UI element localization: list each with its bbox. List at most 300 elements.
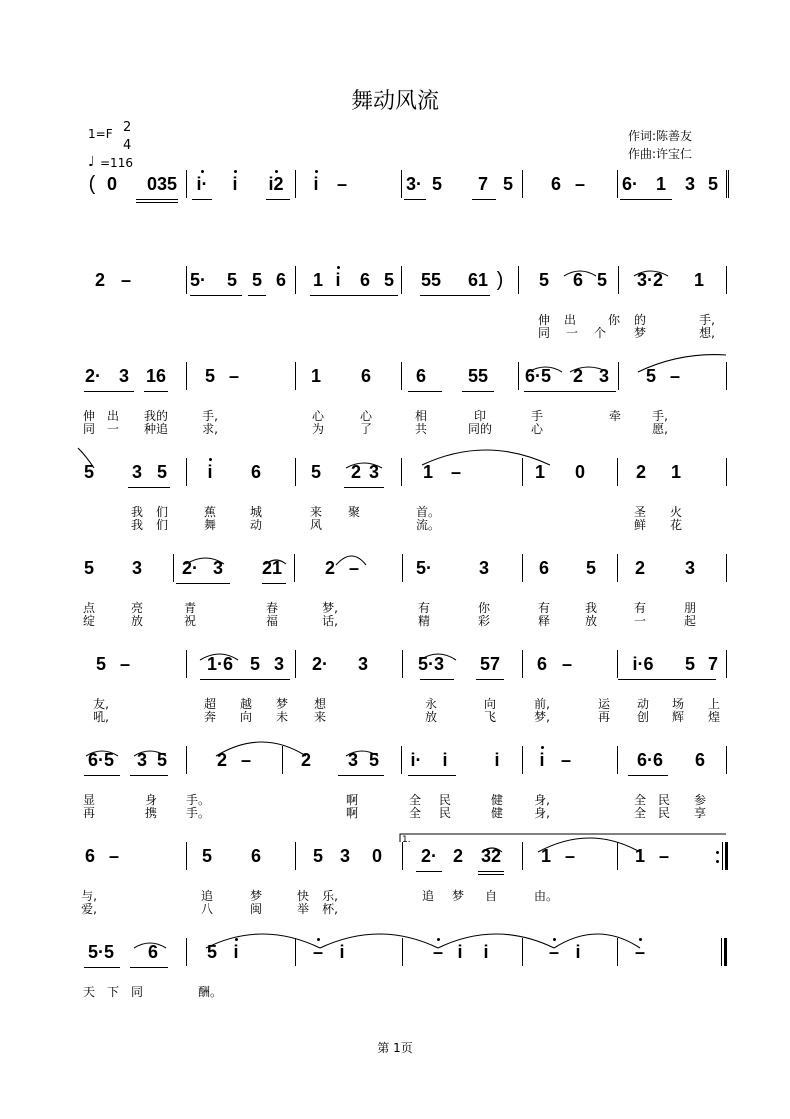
- note: –: [669, 366, 681, 386]
- tie: [186, 558, 224, 564]
- note: 0: [106, 174, 118, 194]
- lyric-verse2: 放: [584, 614, 598, 628]
- note: 3: [357, 654, 369, 674]
- lyric-verse1: 你: [477, 601, 491, 615]
- note: 2: [572, 366, 584, 386]
- note: 5: [431, 174, 443, 194]
- note: –: [432, 942, 444, 962]
- lyric-verse2: 流。: [415, 518, 441, 532]
- lyric-verse1: 梦: [249, 889, 263, 903]
- note: 7: [477, 174, 489, 194]
- note: 5: [95, 654, 107, 674]
- note: 1·6: [206, 654, 234, 674]
- lyric-verse2: 愿,: [652, 422, 668, 436]
- note: 5: [707, 174, 719, 194]
- lyric-verse1: 友,: [93, 697, 109, 711]
- note: 5: [684, 654, 696, 674]
- note: 3: [136, 750, 148, 770]
- lyric-verse1: 出: [106, 409, 120, 423]
- note: i2: [268, 174, 284, 194]
- note: ): [496, 269, 504, 291]
- note: i: [457, 942, 463, 962]
- note: 3: [598, 366, 610, 386]
- lyric-verse2: 吼,: [93, 710, 109, 724]
- lyric-verse1: 的: [633, 313, 647, 327]
- note: 5: [596, 270, 608, 290]
- tie: [134, 751, 166, 756]
- note: 2·: [84, 366, 102, 386]
- tie: [564, 271, 596, 276]
- lyric-verse1: 越: [239, 697, 253, 711]
- first-ending-bracket: [400, 834, 726, 842]
- lyric-verse1: 追: [421, 889, 435, 903]
- lyric-verse2: 绽: [82, 614, 96, 628]
- lyric-verse2: 共: [414, 422, 428, 436]
- lyric-verse2: 身,: [534, 806, 550, 820]
- note: 5: [206, 942, 218, 962]
- note: 1: [670, 462, 682, 482]
- lyric-verse1: 梦: [451, 889, 465, 903]
- lyric-verse1: 啊: [345, 793, 359, 807]
- lyric-verse2: 携: [144, 806, 158, 820]
- tie: [346, 751, 378, 756]
- lyric-verse1: 下: [106, 985, 120, 999]
- lyric-verse1: 城: [249, 505, 263, 519]
- note: –: [560, 750, 572, 770]
- lyric-verse1: 青: [183, 601, 197, 615]
- tie: [482, 848, 502, 852]
- note: 3: [131, 558, 143, 578]
- lyric-verse1: 蕉: [203, 505, 217, 519]
- lyric-verse2: 辉: [671, 710, 685, 724]
- tie: [634, 271, 668, 276]
- note: 6: [538, 558, 550, 578]
- note: 5: [585, 558, 597, 578]
- lyric-verse2: 起: [683, 614, 697, 628]
- note: 3: [368, 462, 380, 482]
- lyric-verse2: 了: [359, 422, 373, 436]
- lyric-verse2: 放: [130, 614, 144, 628]
- lyric-verse1: 健: [490, 793, 504, 807]
- lyric-verse1: 自: [484, 889, 498, 903]
- lyric-verse1: 场: [671, 697, 685, 711]
- note: 21: [261, 558, 283, 578]
- note: 0: [574, 462, 586, 482]
- slur: [422, 450, 550, 465]
- lyric-verse2: 释: [537, 614, 551, 628]
- slur: [554, 934, 640, 948]
- lyric-verse2: 一: [106, 422, 120, 436]
- lyric-verse2: 心: [530, 422, 544, 436]
- lyric-verse2: 再: [597, 710, 611, 724]
- note: 2·: [311, 654, 329, 674]
- note: 2: [94, 270, 106, 290]
- note: 5: [204, 366, 216, 386]
- note: 3: [684, 558, 696, 578]
- note: 6·5: [524, 366, 552, 386]
- lyric-verse2: 创: [636, 710, 650, 724]
- note: 5·3: [417, 654, 445, 674]
- note: 5: [83, 462, 95, 482]
- lyric-verse1: 我: [584, 601, 598, 615]
- note: 5: [201, 846, 213, 866]
- slur: [638, 355, 726, 372]
- note: i: [232, 174, 238, 194]
- note: 5: [310, 462, 322, 482]
- note: 6: [572, 270, 584, 290]
- lyric-verse1: 手,: [202, 409, 218, 423]
- note: 6·: [621, 174, 639, 194]
- lyric-verse2: 鲜: [633, 518, 647, 532]
- note: 6: [359, 270, 371, 290]
- note: 61: [467, 270, 489, 290]
- note: –: [312, 942, 324, 962]
- lyric-verse1: 酬。: [197, 985, 223, 999]
- lyric-verse1: 手。: [185, 793, 211, 807]
- note: –: [336, 174, 348, 194]
- note: 2: [350, 462, 362, 482]
- lyric-verse1: 我: [130, 505, 144, 519]
- note: 32: [480, 846, 502, 866]
- lyric-verse1: 聚: [347, 505, 361, 519]
- note: –: [348, 558, 360, 578]
- lyricist-credit: 作词:陈善友: [628, 129, 693, 143]
- lyric-verse2: 奔: [203, 710, 217, 724]
- lyric-verse2: 全: [633, 806, 647, 820]
- lyric-verse2: 花: [669, 518, 683, 532]
- note: 3·: [405, 174, 423, 194]
- note: 7: [707, 654, 719, 674]
- lyric-verse1: 伸: [82, 409, 96, 423]
- note: 5: [249, 654, 261, 674]
- lyric-verse1: 相: [414, 409, 428, 423]
- note: 3·2: [636, 270, 664, 290]
- slur: [336, 556, 366, 565]
- note: 6: [415, 366, 427, 386]
- lyric-verse1: 圣: [633, 505, 647, 519]
- lyric-verse2: 享: [693, 806, 707, 820]
- lyric-verse1: 有: [537, 601, 551, 615]
- lyric-verse2: 民: [657, 806, 671, 820]
- slur: [538, 838, 640, 852]
- lyric-verse1: 全: [633, 793, 647, 807]
- note: 3: [273, 654, 285, 674]
- tie: [570, 367, 608, 372]
- note: i: [442, 750, 448, 770]
- lyric-verse2: 彩: [477, 614, 491, 628]
- note: 5: [83, 558, 95, 578]
- lyric-verse1: 我的: [143, 409, 169, 423]
- note: 6: [250, 846, 262, 866]
- lyric-verse2: 个: [593, 326, 607, 340]
- note: i: [233, 942, 239, 962]
- lyric-verse1: 追: [200, 889, 214, 903]
- note: 6: [147, 942, 159, 962]
- note: 1: [312, 270, 324, 290]
- note: 2: [324, 558, 336, 578]
- note: 2·: [420, 846, 438, 866]
- note: –: [561, 654, 573, 674]
- slur: [78, 448, 94, 468]
- note: 55: [467, 366, 489, 386]
- lyric-verse2: 八: [200, 902, 214, 916]
- note: 5: [538, 270, 550, 290]
- lyric-verse2: 爱,: [81, 902, 97, 916]
- note: 0: [371, 846, 383, 866]
- lyric-verse2: 放: [424, 710, 438, 724]
- slur: [216, 742, 306, 756]
- note: 5·5: [87, 942, 115, 962]
- note: 6: [250, 462, 262, 482]
- note: 5: [312, 846, 324, 866]
- lyric-verse1: 向: [483, 697, 497, 711]
- note: 5: [156, 462, 168, 482]
- note: 2: [634, 558, 646, 578]
- lyric-verse1: 首。: [415, 505, 441, 519]
- lyric-verse1: 手,: [699, 313, 715, 327]
- lyric-verse2: 同: [82, 422, 96, 436]
- note: i: [575, 942, 581, 962]
- note: i·: [196, 174, 208, 194]
- lyric-verse1: 全: [408, 793, 422, 807]
- note: 3: [118, 366, 130, 386]
- note: i: [339, 942, 345, 962]
- lyric-verse1: 心: [359, 409, 373, 423]
- lyric-verse1: 出: [563, 313, 577, 327]
- note: (: [88, 173, 96, 195]
- note: 3: [478, 558, 490, 578]
- lyric-verse2: 种追: [143, 422, 169, 436]
- lyric-verse2: 动: [249, 518, 263, 532]
- lyric-verse1: 由。: [533, 889, 559, 903]
- lyric-verse2: 手。: [185, 806, 211, 820]
- note: 5: [226, 270, 238, 290]
- lyric-verse1: 你: [607, 313, 621, 327]
- note: 6: [360, 366, 372, 386]
- key-signature: 1=F: [88, 127, 113, 141]
- lyric-verse1: 印: [473, 409, 487, 423]
- note: –: [574, 174, 586, 194]
- note: 6: [84, 846, 96, 866]
- lyric-verse1: 民: [438, 793, 452, 807]
- lyric-verse1: 牵: [608, 409, 622, 423]
- note: i: [313, 174, 319, 194]
- tie: [86, 751, 118, 756]
- lyric-verse1: 超: [203, 697, 217, 711]
- note: 6: [694, 750, 706, 770]
- lyric-verse2: 梦,: [534, 710, 550, 724]
- lyric-verse1: 点: [82, 601, 96, 615]
- note: i·: [410, 750, 422, 770]
- note: 3: [131, 462, 143, 482]
- lyric-verse1: 春: [265, 601, 279, 615]
- lyric-verse1: 快: [296, 889, 310, 903]
- lyric-verse2: 想,: [699, 326, 715, 340]
- lyric-verse2: 梦: [633, 326, 647, 340]
- lyric-verse2: 向: [239, 710, 253, 724]
- lyric-verse1: 来: [309, 505, 323, 519]
- tie: [200, 654, 238, 660]
- lyric-verse1: 前,: [534, 697, 550, 711]
- note: –: [658, 846, 670, 866]
- lyric-verse2: 祝: [183, 614, 197, 628]
- note: 3: [684, 174, 696, 194]
- note: 2·: [181, 558, 199, 578]
- lyric-verse2: 民: [438, 806, 452, 820]
- lyric-verse2: 求,: [202, 422, 218, 436]
- lyric-verse2: 举: [296, 902, 310, 916]
- lyric-verse2: 风: [309, 518, 323, 532]
- note: –: [240, 750, 252, 770]
- tie: [266, 560, 286, 564]
- lyric-verse2: 再: [82, 806, 96, 820]
- lyric-verse1: 手,: [652, 409, 668, 423]
- note: 5: [645, 366, 657, 386]
- lyric-verse2: 同: [537, 326, 551, 340]
- note: 6·5: [87, 750, 115, 770]
- page-number: 第 1页: [377, 1041, 413, 1055]
- lyric-verse2: 精: [417, 614, 431, 628]
- note: –: [564, 846, 576, 866]
- lyric-verse1: 们: [155, 505, 169, 519]
- note: i·6: [632, 654, 654, 674]
- lyric-verse2: 闽: [249, 902, 263, 916]
- note: 5·: [189, 270, 207, 290]
- note: 035: [146, 174, 178, 194]
- slur: [206, 934, 320, 948]
- note: 3: [212, 558, 224, 578]
- lyric-verse1: 想: [313, 697, 327, 711]
- note: 2: [635, 462, 647, 482]
- tie: [420, 654, 456, 660]
- note: –: [548, 942, 560, 962]
- note: 6·6: [636, 750, 664, 770]
- slur: [320, 934, 438, 948]
- lyric-verse1: 梦,: [322, 601, 338, 615]
- lyric-verse1: 动: [636, 697, 650, 711]
- time-signature-bottom: 4: [123, 138, 132, 153]
- note: –: [228, 366, 240, 386]
- note: 3: [347, 750, 359, 770]
- lyric-verse2: 一: [633, 614, 647, 628]
- note: 5: [368, 750, 380, 770]
- lyric-verse2: 全: [408, 806, 422, 820]
- note: i: [539, 750, 545, 770]
- lyric-verse1: 永: [424, 697, 438, 711]
- note: 5·: [415, 558, 433, 578]
- note: 55: [420, 270, 442, 290]
- lyric-verse1: 身: [144, 793, 158, 807]
- lyric-verse2: 话,: [322, 614, 338, 628]
- note: –: [634, 942, 646, 962]
- tempo-note-icon: ♩: [88, 154, 95, 170]
- lyric-verse1: 天: [82, 985, 96, 999]
- time-signature-top: 2: [123, 120, 132, 135]
- lyric-verse1: 心: [311, 409, 325, 423]
- note: 2: [300, 750, 312, 770]
- note: i: [335, 270, 341, 290]
- lyric-verse2: 舞: [203, 518, 217, 532]
- tie: [134, 943, 166, 948]
- note: i: [483, 942, 489, 962]
- note: 2: [216, 750, 228, 770]
- lyric-verse2: 煌: [707, 710, 721, 724]
- lyric-verse1: 乐,: [322, 889, 338, 903]
- note: 1: [534, 462, 546, 482]
- note: 57: [479, 654, 501, 674]
- lyric-verse2: 杯,: [322, 902, 338, 916]
- tie: [346, 463, 382, 468]
- song-title: 舞动风流: [350, 89, 439, 114]
- note: 3: [339, 846, 351, 866]
- note: i: [494, 750, 500, 770]
- lyric-verse1: 伸: [537, 313, 551, 327]
- lyric-verse1: 朋: [683, 601, 697, 615]
- tempo-marking: =116: [100, 156, 133, 170]
- note: 1: [540, 846, 552, 866]
- note: 1: [634, 846, 646, 866]
- lyric-verse1: 民: [657, 793, 671, 807]
- lyric-verse1: 有: [633, 601, 647, 615]
- lyric-verse1: 与,: [81, 889, 97, 903]
- lyric-verse2: 们: [155, 518, 169, 532]
- first-ending-label: 1.: [402, 835, 411, 845]
- lyric-verse2: 我: [130, 518, 144, 532]
- lyric-verse2: 飞: [483, 710, 497, 724]
- lyric-verse1: 梦: [275, 697, 289, 711]
- note: 1: [422, 462, 434, 482]
- note: 6: [536, 654, 548, 674]
- note: 1: [310, 366, 322, 386]
- note: 5: [502, 174, 514, 194]
- note: 5: [251, 270, 263, 290]
- note: 5: [383, 270, 395, 290]
- note: 6: [275, 270, 287, 290]
- lyric-verse1: 显: [82, 793, 96, 807]
- lyric-verse2: 一: [565, 326, 579, 340]
- note: 5: [156, 750, 168, 770]
- note: –: [108, 846, 120, 866]
- composer-credit: 作曲:许宝仁: [628, 147, 693, 161]
- tie: [528, 367, 562, 372]
- lyric-verse2: 福: [265, 614, 279, 628]
- lyric-verse2: 未: [275, 710, 289, 724]
- lyric-verse2: 同的: [467, 422, 493, 436]
- lyric-verse1: 手: [530, 409, 544, 423]
- note: 16: [145, 366, 167, 386]
- lyric-verse1: 亮: [130, 601, 144, 615]
- lyric-verse1: 运: [597, 697, 611, 711]
- lyric-verse1: 参: [693, 793, 707, 807]
- lyric-verse2: 来: [313, 710, 327, 724]
- note: –: [450, 462, 462, 482]
- lyric-verse2: 啊: [345, 806, 359, 820]
- note: 1: [655, 174, 667, 194]
- slur: [438, 934, 554, 948]
- lyric-verse1: 有: [417, 601, 431, 615]
- note: –: [120, 270, 132, 290]
- note: –: [119, 654, 131, 674]
- lyric-verse2: 为: [311, 422, 325, 436]
- note: 6: [550, 174, 562, 194]
- lyric-verse1: 身,: [534, 793, 550, 807]
- lyric-verse1: 火: [669, 505, 683, 519]
- note: 1: [693, 270, 705, 290]
- note: 2: [452, 846, 464, 866]
- lyric-verse2: 健: [490, 806, 504, 820]
- lyric-verse1: 同: [130, 985, 144, 999]
- lyric-verse1: 上: [707, 697, 721, 711]
